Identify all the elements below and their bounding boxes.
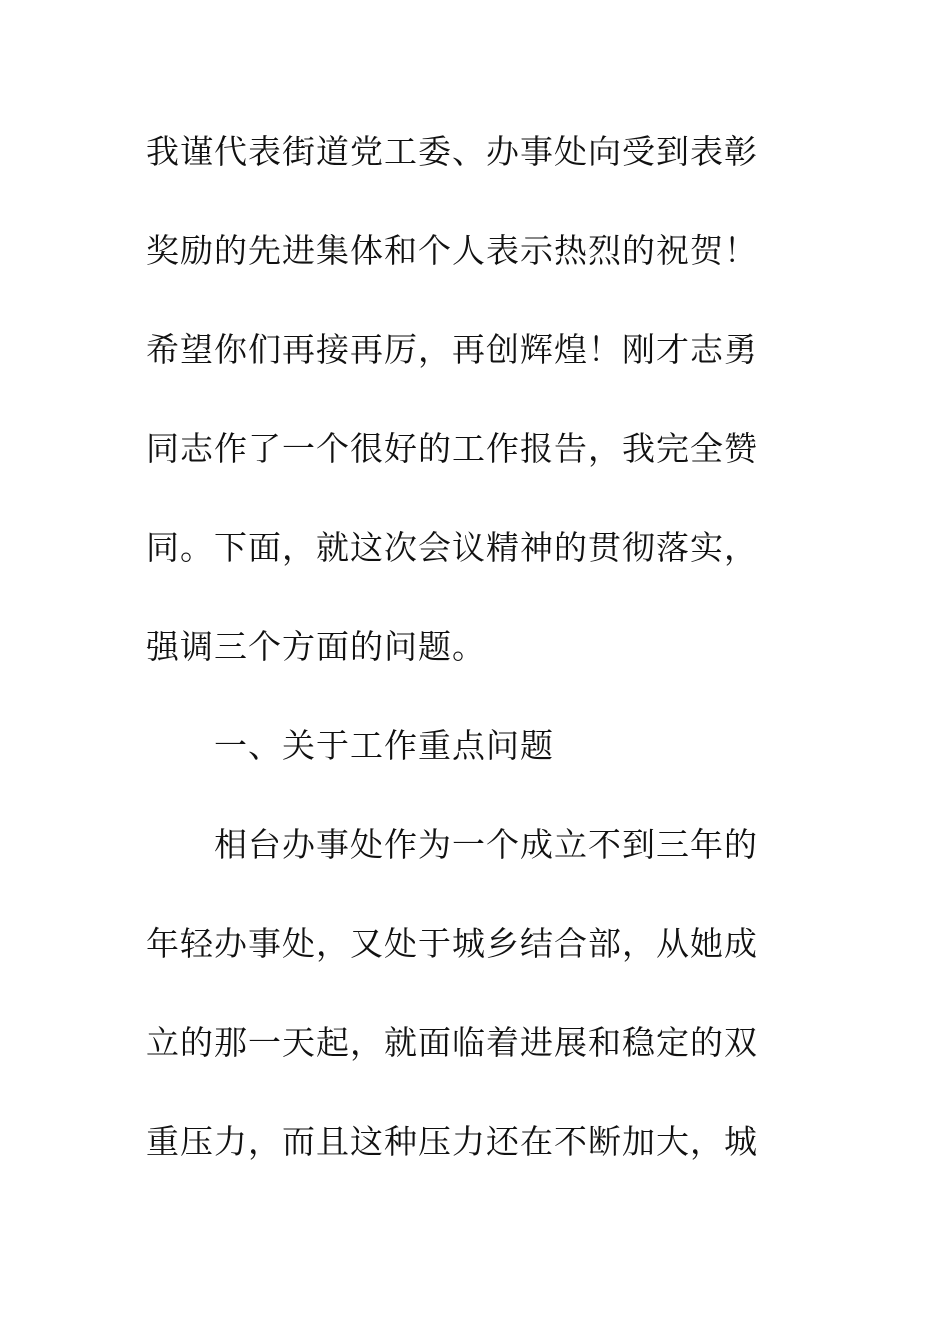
text-line: 重压力，而且这种压力还在不断加大，城 — [146, 1122, 758, 1161]
text-line: 我谨代表街道党工委、办事处向受到表彰 — [146, 132, 758, 171]
body-text — [146, 122, 786, 1211]
text-line: 立的那一天起，就面临着进展和稳定的双 — [146, 1023, 758, 1062]
text-line: 希望你们再接再厉，再创辉煌！刚才志勇 — [146, 330, 758, 369]
text-line: 强调三个方面的问题。 — [146, 627, 486, 666]
text-line: 同。下面，就这次会议精神的贯彻落实， — [146, 528, 758, 567]
text-line: 相台办事处作为一个成立不到三年的 — [214, 825, 758, 864]
text-line: 年轻办事处，又处于城乡结合部，从她成 — [146, 924, 758, 963]
section-heading: 一、关于工作重点问题 — [214, 726, 554, 765]
text-line: 同志作了一个很好的工作报告，我完全赞 — [146, 429, 758, 468]
text-line: 奖励的先进集体和个人表示热烈的祝贺！ — [146, 231, 758, 270]
